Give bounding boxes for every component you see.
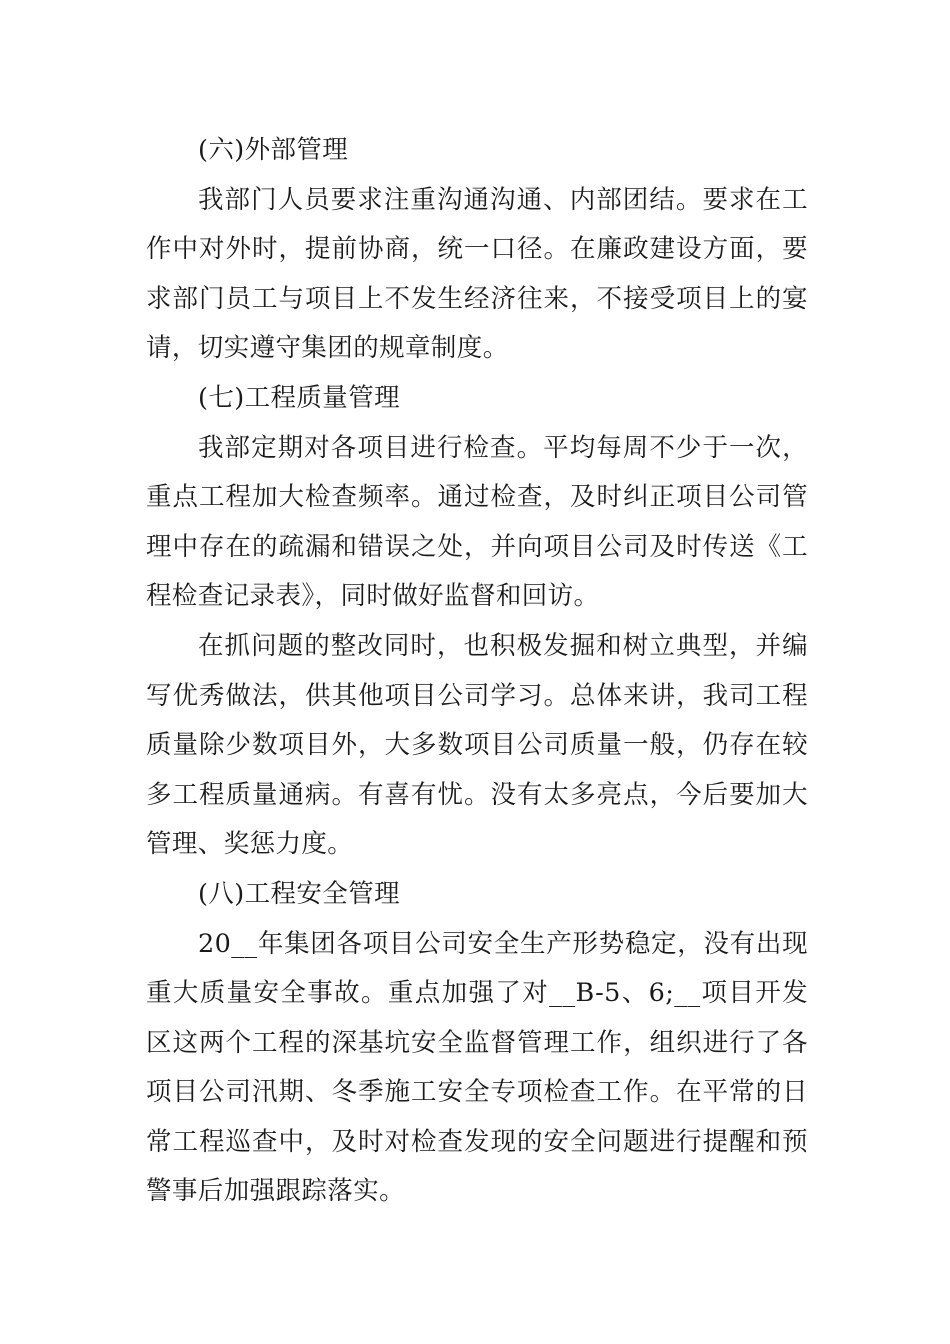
paragraph-quality-summary: 在抓问题的整改同时，也积极发掘和树立典型，并编写优秀做法，供其他项目公司学习。总体来讲，我司工程质量除少数项目外，大多数项目公司质量一般，仍存在较多工程质量通病。有喜有忧。没有太多亮点，今后要加大管理、奖惩力度。 [146,630,808,860]
document-body [146,126,808,1217]
paragraph-external-management: 我部门人员要求注重沟通沟通、内部团结。要求在工作中对外时，提前协商，统一口径。在廉政建设方面，要求部门员工与项目上不发生经济往来，不接受项目上的宴请，切实遵守集团的规章制度。 [146,184,808,364]
paragraph-safety-management: 20__年集团各项目公司安全生产形势稳定，没有出现重大质量安全事故。重点加强了对__B-5、6;__项目开发区这两个工程的深基坑安全监督管理工作，组织进行了各项目公司汛期、冬季施工安全专项检查工作。在平常的日常工程巡查中，及时对检查发现的安全问题进行提醒和预警事后加强跟踪落实。 [146,928,808,1207]
section-heading-external-management: (六)外部管理 [198,135,349,165]
section-heading-quality-management: (七)工程质量管理 [198,382,400,413]
paragraph-quality-inspection: 我部定期对各项目进行检查。平均每周不少于一次，重点工程加大检查频率。通过检查，及时纠正项目公司管理中存在的疏漏和错误之处，并向项目公司及时传送《工程检查记录表》，同时做好监督和回访。 [146,432,808,612]
section-heading-safety-management: (八)工程安全管理 [198,878,400,909]
